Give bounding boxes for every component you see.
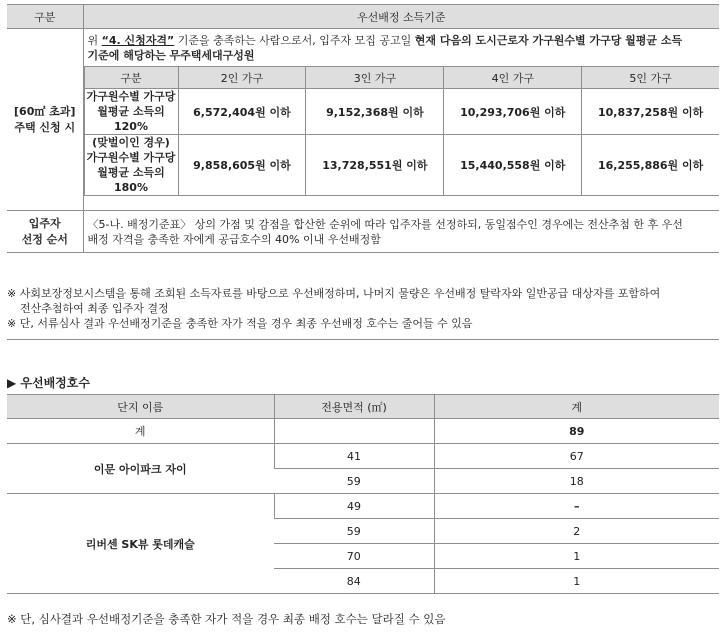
note-line1: ※ 사회보장정보시스템을 통해 조회된 소득자료를 바탕으로 우선배정하며, 나머지 물량은 우선배정 탈락자와 일반공급 대상자를 포함하여 bbox=[7, 287, 661, 300]
inner-row-label-line: (맞벌이인 경우) bbox=[92, 136, 170, 149]
income-value: 9,152,368원 이하 bbox=[306, 89, 444, 135]
selection-text-line1: 〈5-나. 배정기준표〉 상의 가점 및 감점을 합산한 순위에 따라 입주자를 선정하되, 동일점수인 경우에는 전산추첨 한 후 우선 bbox=[87, 217, 683, 231]
income-threshold-table bbox=[84, 66, 720, 196]
inner-row-label-line: 가구원수별 가구당 bbox=[86, 90, 176, 103]
income-value: 10,837,258원 이하 bbox=[582, 89, 719, 135]
criteria-description bbox=[84, 29, 720, 66]
row-label-selection-order bbox=[7, 211, 83, 253]
area-cell: 70 bbox=[274, 544, 434, 569]
inner-row-label bbox=[84, 89, 178, 135]
inner-header-cell: 2인 가구 bbox=[178, 67, 306, 89]
income-criteria-table bbox=[7, 4, 719, 253]
inner-header-cell: 4인 가구 bbox=[444, 67, 582, 89]
income-value: 10,293,706원 이하 bbox=[444, 89, 582, 135]
inner-row-label-line: 월평균 소득의 120% bbox=[97, 105, 165, 133]
income-value: 16,255,886원 이하 bbox=[582, 135, 719, 196]
inner-header-cell: 5인 가구 bbox=[582, 67, 719, 89]
alloc-header-cell: 전용면적 (㎡) bbox=[274, 395, 434, 419]
area-cell: 59 bbox=[274, 469, 434, 494]
area-cell: 59 bbox=[274, 519, 434, 544]
section-title: ▶ 우선배정호수 bbox=[7, 376, 90, 390]
row-label-60m2 bbox=[7, 29, 83, 211]
inner-header-cell: 3인 가구 bbox=[306, 67, 444, 89]
complex-name: 이문 아이파크 자이 bbox=[7, 444, 274, 494]
inner-row-label-line: 가구원수별 가구당 bbox=[86, 151, 176, 164]
row-label-line1: [60㎡ 초과] bbox=[14, 104, 76, 118]
criteria-content bbox=[83, 29, 719, 211]
criteria-header-label: 구분 bbox=[7, 5, 83, 29]
complex-name: 리버센 SK뷰 롯데캐슬 bbox=[7, 494, 274, 594]
count-cell: 67 bbox=[434, 444, 719, 469]
desc-pre: 위 bbox=[87, 34, 102, 47]
count-cell: 2 bbox=[434, 519, 719, 544]
criteria-header-title: 우선배정 소득기준 bbox=[83, 5, 719, 29]
row2-label-line1: 입주자 bbox=[28, 216, 61, 230]
count-cell: 18 bbox=[434, 469, 719, 494]
income-value: 15,440,558원 이하 bbox=[444, 135, 582, 196]
income-value: 9,858,605원 이하 bbox=[178, 135, 306, 196]
note-line2: 전산추첨하여 최종 입주자 결정 bbox=[20, 302, 169, 315]
inner-row-label-line: 월평균 소득의 180% bbox=[97, 166, 165, 194]
count-cell: 1 bbox=[434, 544, 719, 569]
area-cell: 84 bbox=[274, 569, 434, 594]
total-value: 89 bbox=[434, 419, 719, 444]
total-label: 계 bbox=[7, 419, 274, 444]
desc-bold2: 기준에 해당하는 무주택세대구성원 bbox=[87, 49, 255, 62]
inner-row-label bbox=[84, 135, 178, 196]
income-notes bbox=[7, 286, 719, 331]
desc-bold1: 현재 다음의 도시근로자 가구원수별 가구당 월평균 소득 bbox=[414, 34, 683, 47]
section-divider bbox=[7, 339, 719, 340]
alloc-header-cell: 계 bbox=[434, 395, 719, 419]
footer-note: ※ 단, 심사결과 우선배정기준을 충족한 자가 적을 경우 최종 배정 호수는 달라질 수 있음 bbox=[7, 612, 446, 626]
income-value: 13,728,551원 이하 bbox=[306, 135, 444, 196]
inner-header-cell: 구분 bbox=[84, 67, 178, 89]
desc-link: “4. 신청자격” bbox=[101, 34, 175, 47]
row2-label-line2: 선정 순서 bbox=[21, 232, 68, 246]
area-cell: 49 bbox=[274, 494, 434, 519]
alloc-header-cell: 단지 이름 bbox=[7, 395, 274, 419]
selection-text-line2: 배정 자격을 충족한 자에게 공급호수의 40% 이내 우선배정함 bbox=[87, 232, 381, 246]
desc-mid: 기준을 충족하는 사람으로서, 입주자 모집 공고일 bbox=[174, 34, 415, 47]
total-area bbox=[274, 419, 434, 444]
income-value: 6,572,404원 이하 bbox=[178, 89, 306, 135]
count-cell: – bbox=[434, 494, 719, 519]
allocation-table bbox=[7, 394, 719, 594]
count-cell: 1 bbox=[434, 569, 719, 594]
note-line3: ※ 단, 서류심사 결과 우선배정기준을 충족한 자가 적을 경우 최종 우선배정 호수는 줄어들 수 있음 bbox=[7, 317, 473, 330]
area-cell: 41 bbox=[274, 444, 434, 469]
selection-order-text bbox=[83, 211, 719, 253]
row-label-line2: 주택 신청 시 bbox=[14, 120, 76, 134]
